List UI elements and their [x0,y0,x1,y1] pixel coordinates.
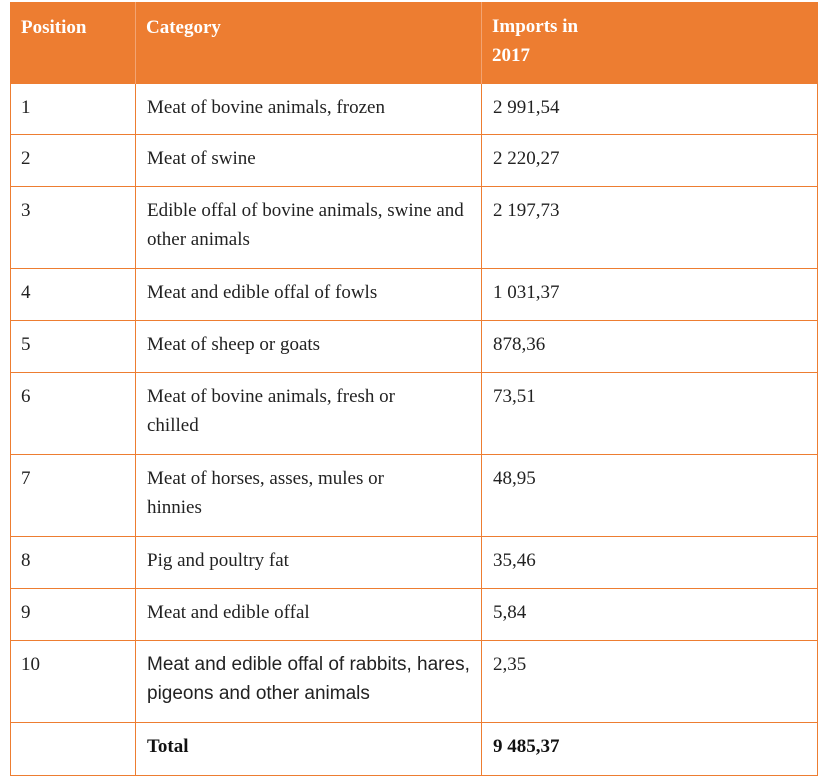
cell-total-empty [11,722,136,775]
cell-category: Meat and edible offal [136,588,482,640]
table-row [11,83,818,134]
cell-category: Pig and poultry fat [136,536,482,588]
header-category: Category [136,2,482,83]
table-header-row [11,2,818,83]
cell-imports: 5,84 [482,588,818,640]
meat-imports-table [10,2,818,776]
table-row [11,268,818,320]
total-row [11,722,818,775]
cell-category: Meat and edible offal of rabbits, hares, pigeons and other animals [136,640,482,722]
table-row [11,186,818,268]
cell-imports: 878,36 [482,320,818,372]
table-row [11,536,818,588]
table-row [11,372,818,454]
header-imports: Imports in 2017 [482,2,818,83]
cell-position: 3 [11,186,136,268]
table-row [11,454,818,536]
table-row [11,134,818,186]
cell-position: 8 [11,536,136,588]
cell-imports: 2,35 [482,640,818,722]
imports-table-container [10,2,817,776]
cell-position: 10 [11,640,136,722]
table-row [11,640,818,722]
cell-imports: 1 031,37 [482,268,818,320]
cell-category: Meat of horses, asses, mules or hinnies [136,454,482,536]
total-imports: 9 485,37 [482,722,818,775]
table-row [11,588,818,640]
cell-position: 9 [11,588,136,640]
cell-category: Edible offal of bovine animals, swine and other animals [136,186,482,268]
cell-category: Meat of bovine animals, fresh or chilled [136,372,482,454]
cell-category: Meat and edible offal of fowls [136,268,482,320]
cell-position: 7 [11,454,136,536]
cell-imports: 2 197,73 [482,186,818,268]
cell-category: Meat of swine [136,134,482,186]
table-row [11,320,818,372]
header-position: Position [11,2,136,83]
cell-position: 2 [11,134,136,186]
total-label: Total [136,722,482,775]
cell-position: 6 [11,372,136,454]
cell-imports: 73,51 [482,372,818,454]
cell-imports: 48,95 [482,454,818,536]
cell-category: Meat of sheep or goats [136,320,482,372]
cell-category: Meat of bovine animals, frozen [136,83,482,134]
cell-position: 1 [11,83,136,134]
cell-position: 4 [11,268,136,320]
cell-imports: 2 991,54 [482,83,818,134]
cell-imports: 35,46 [482,536,818,588]
cell-position: 5 [11,320,136,372]
cell-imports: 2 220,27 [482,134,818,186]
